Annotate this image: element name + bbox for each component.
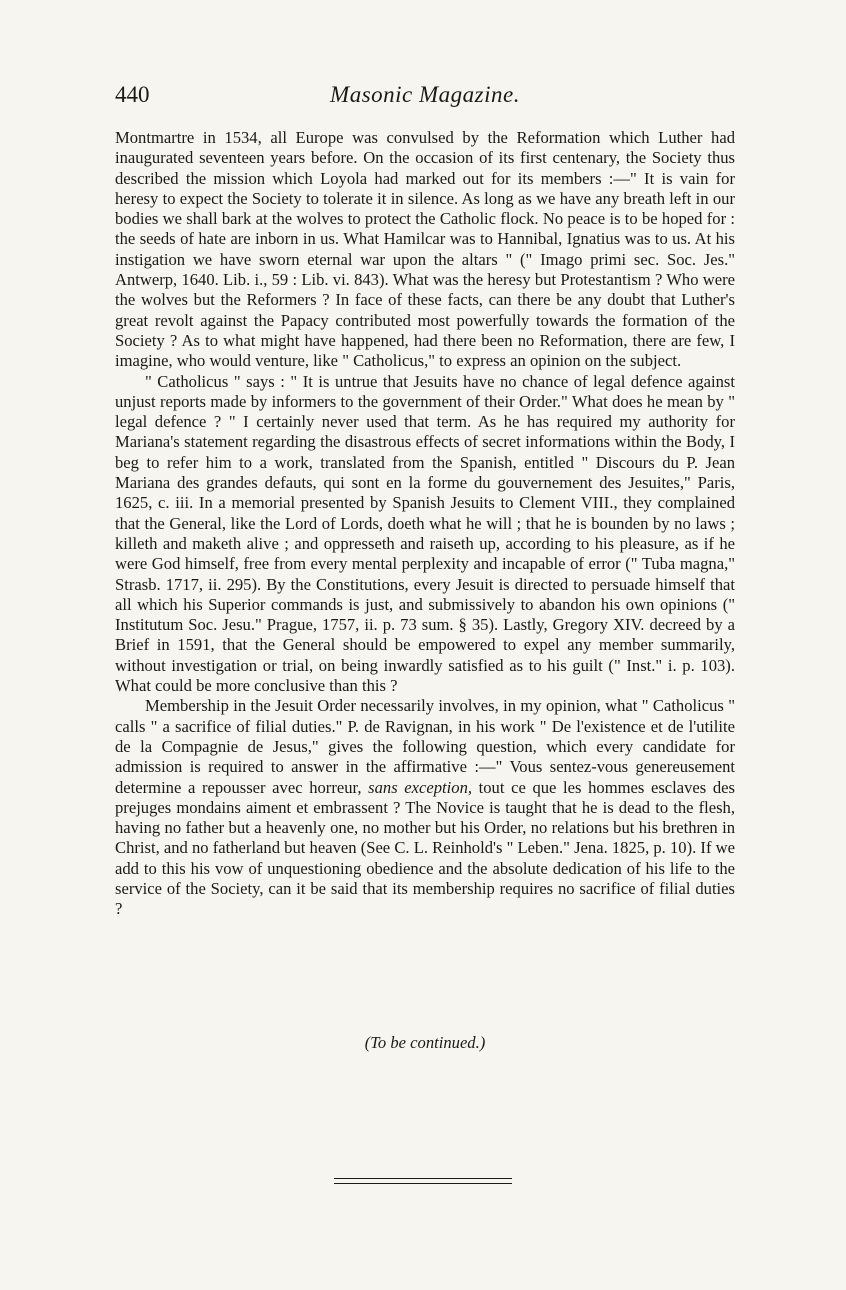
- article-body: [115, 128, 735, 920]
- paragraph-3-italic: sans exception,: [368, 777, 473, 797]
- paragraph-3-end: tout ce que les hommes esclaves des prejuges mondains aiment et embrassent ? The Novice is taught that he is dead to the flesh, having no father but a heavenly one, no mother but his Order, no relations but his brethren in Christ, and no fatherland but heaven (See C. L. Reinhold's " Leben." Jena. 1825, p. 10). If we add to this his vow of unquestioning obedience and the absolute dedication of his life to the service of the Society, can it be said that its membership requires no sacrifice of filial duties ?: [115, 777, 735, 919]
- paragraph-3-start: Membership in the Jesuit Order necessarily involves, in my opinion, what " Catholicus " calls " a sacrifice of filial duties." P. de Ravignan, in his work " De l'existence et de l'utilite de la Compagnie de Jesus," gives the following question, which every candidate for admission is required to answer in the affirmative :—" Vous sentez-vous genereusement determine a repousser avec horreur,: [115, 696, 735, 797]
- running-title: Masonic Magazine.: [330, 82, 520, 107]
- paragraph-2: " Catholicus " says : " It is untrue that Jesuits have no chance of legal defence against unjust reports made by informers to the government of their Order." What does he mean by " legal defence ? " I certainly never used that term. As he has required my authority for Mariana's statement regarding the disastrous effects of secret informations within the Body, I beg to refer him to a work, translated from the Spanish, entitled " Discours du P. Jean Mariana des grandes defauts, qui sont en la forme du gouvernement des Jesuites," Paris, 1625, c. iii. In a memorial presented by Spanish Jesuits to Clement VIII., they complained that the General, like the Lord of Lords, doeth what he will ; that he is bounden by no laws ; killeth and maketh alive ; and oppresseth and raiseth up, according to his pleasure, as if he were God himself, free from every mental perplexity and incapable of error (" Tuba magna," Strasb. 1717, ii. 295). By the Constitutions, every Jesuit is directed to persuade himself that all which his Superior commands is just, and submissively to abandon his own opinions (" Institutum Soc. Jesu." Prague, 1757, ii. p. 73 sum. § 35). Lastly, Gregory XIV. decreed by a Brief in 1591, that the General should be empowered to expel any member summarily, without investigation or trial, on being inwardly satisfied as to his guilt (" Inst." i. p. 103). What could be more conclusive than this ?: [115, 371, 735, 696]
- paragraph-3: [115, 696, 735, 919]
- page-header: [115, 82, 735, 118]
- closing-rule-top: [334, 1178, 512, 1179]
- closing-rule-bottom: [334, 1183, 512, 1184]
- paragraph-1: Montmartre in 1534, all Europe was convulsed by the Reformation which Luther had inaugurated seventeen years before. On the occasion of its first centenary, the Society thus described the mission which Loyola had marked out for its members :—" It is vain for heresy to expect the Society to tolerate it in silence. As long as we have any breath left in our bodies we shall bark at the wolves to protect the Catholic flock. No peace is to be hoped for : the seeds of hate are inborn in us. What Hamilcar was to Hannibal, Ignatius was to us. At his instigation we have sworn eternal war upon the altars " (" Imago primi sec. Soc. Jes." Antwerp, 1640. Lib. i., 59 : Lib. vi. 843). What was the heresy but Protestantism ? Who were the wolves but the Reformers ? In face of these facts, can there be any doubt that Luther's great revolt against the Papacy contributed most powerfully towards the formation of the Society ? As to what might have happened, had there been no Reformation, there are few, I imagine, who would venture, like " Catholicus," to express an opinion on the subject.: [115, 128, 735, 371]
- page-number: 440: [115, 82, 150, 107]
- to-be-continued: (To be continued.): [364, 1033, 486, 1052]
